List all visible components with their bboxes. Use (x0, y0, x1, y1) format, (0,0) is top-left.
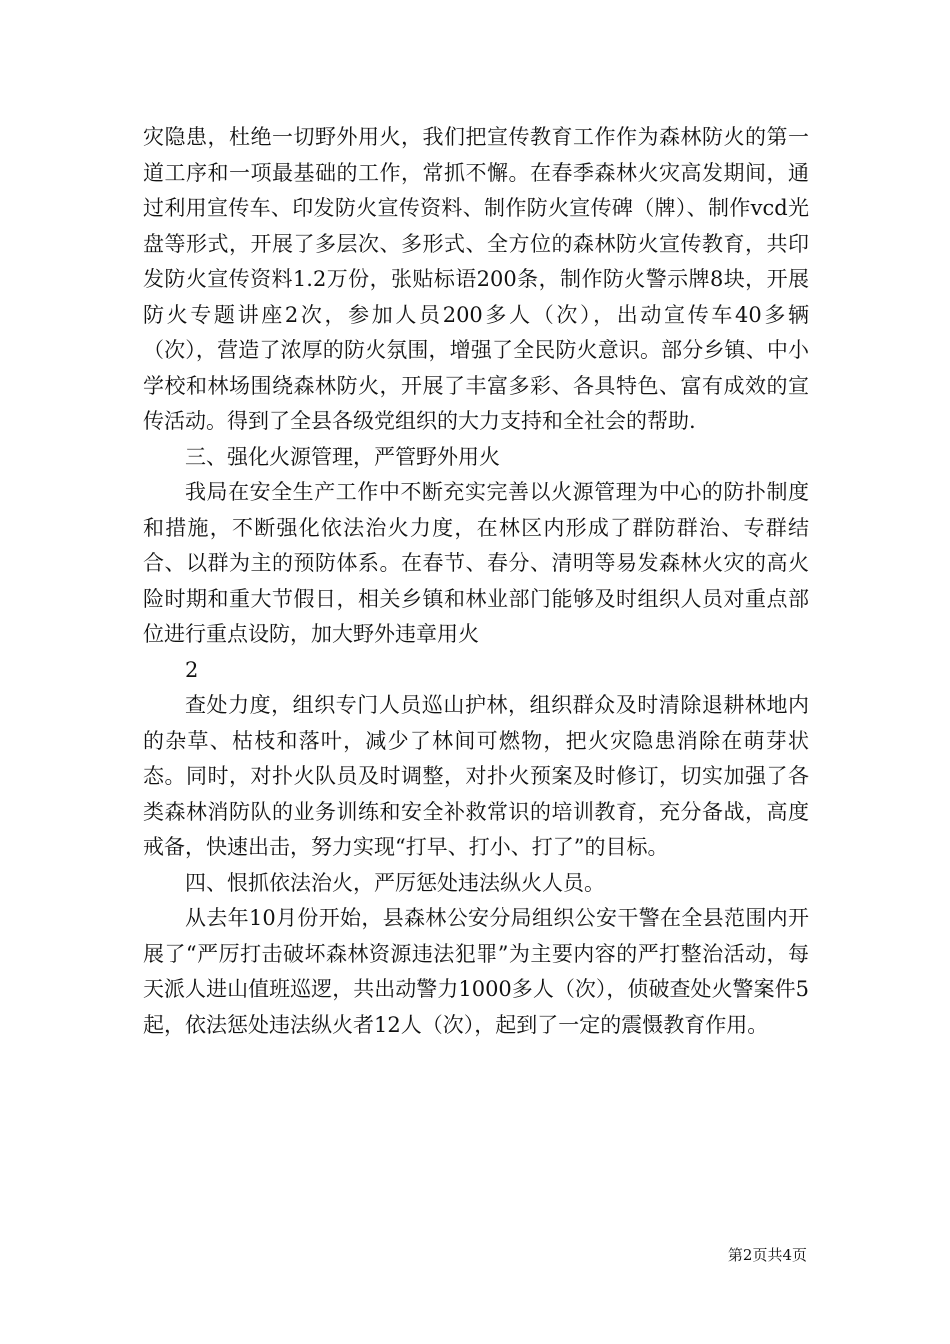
document-body (143, 120, 809, 1043)
paragraph-fire-education: 灾隐患，杜绝一切野外用火，我们把宣传教育工作作为森林防火的第一道工序和一项最基础的工作，常抓不懈。在春季森林火灾高发期间，通过利用宣传车、印发防火宣传资料、制作防火宣传碑（牌）、制作vcd光盘等形式，开展了多层次、多形式、全方位的森林防火宣传教育，共印发防火宣传资料1.2万份，张贴标语200条，制作防火警示牌8块，开展防火专题讲座2次，参加人员200多人（次），出动宣传车40多辆（次），营造了浓厚的防火氛围，增强了全民防火意识。部分乡镇、中小学校和林场围绕森林防火，开展了丰富多彩、各具特色、富有成效的宣传活动。得到了全县各级党组织的大力支持和全社会的帮助. (143, 125, 809, 433)
section-heading-law-enforcement: 四、恨抓依法治火，严厉惩处违法纵火人员。 (185, 870, 605, 895)
inline-page-number: 2 (185, 657, 199, 682)
paragraph-crackdown-campaign: 从去年10月份开始，县森林公安分局组织公安干警在全县范围内开展了“严厉打击破坏森林资源违法犯罪”为主要内容的严打整治活动，每天派人进山值班巡逻，共出动警力1000多人（次），侦破查处火警案件5起，依法惩处违法纵火者12人（次），起到了一定的震慑教育作用。 (143, 906, 809, 1037)
page-footer: 第2页共4页 (727, 1246, 807, 1264)
paragraph-patrol-and-training: 查处力度，组织专门人员巡山护林，组织群众及时清除退耕林地内的杂草、枯枝和落叶，减少了林间可燃物，把火灾隐患消除在萌芽状态。同时，对扑火队员及时调整，对扑火预案及时修订，切实加强了各类森林消防队的业务训练和安全补救常识的培训教育，充分备战，高度戒备，快速出击，努力实现“打早、打小、打了”的目标。 (143, 693, 809, 859)
section-heading-fire-source: 三、强化火源管理，严管野外用火 (185, 444, 500, 469)
paragraph-fire-source-management: 我局在安全生产工作中不断充实完善以火源管理为中心的防扑制度和措施，不断强化依法治火力度，在林区内形成了群防群治、专群结合、以群为主的预防体系。在春节、春分、清明等易发森林火灾的高火险时期和重大节假日，相关乡镇和林业部门能够及时组织人员对重点部位进行重点设防，加大野外违章用火 (143, 480, 809, 646)
